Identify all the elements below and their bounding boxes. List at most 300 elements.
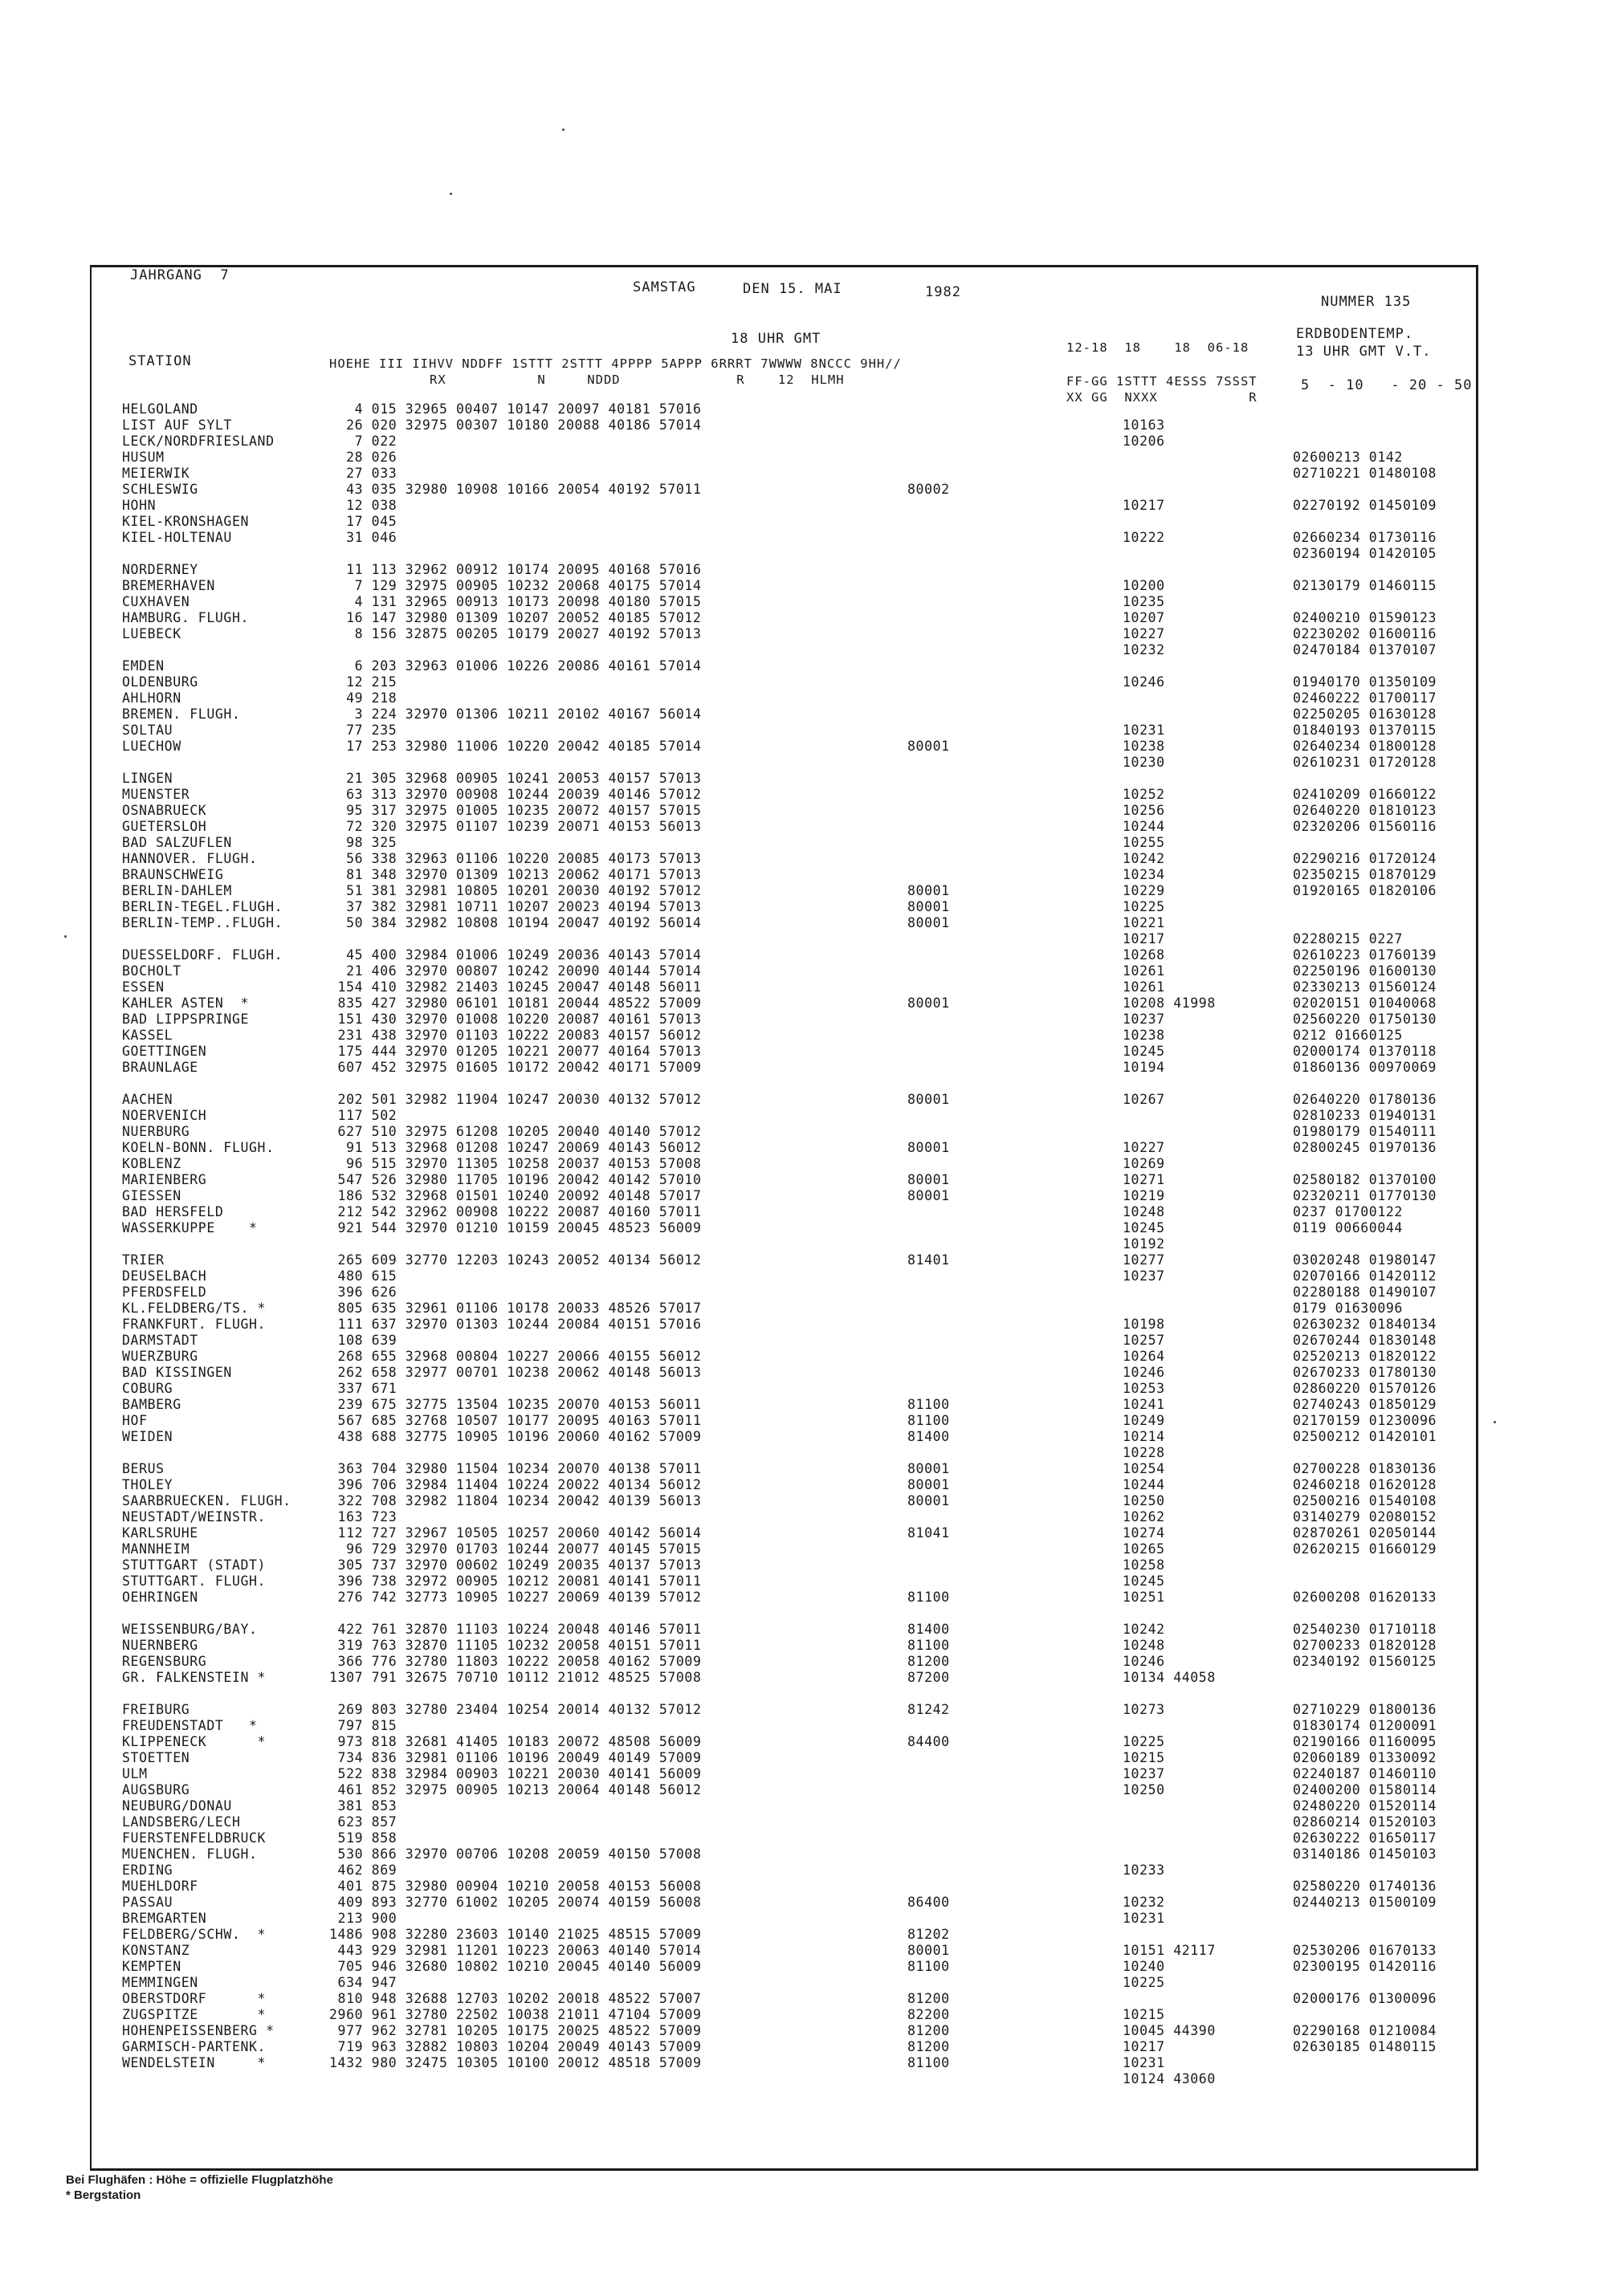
cloud-row: 81242: [907, 1702, 950, 1717]
temp-row: [1293, 562, 1486, 578]
numbers-row: 262 658 32977 00701 10238 20062 40148 56013: [329, 1365, 702, 1380]
cloud-row: 81100: [907, 2055, 950, 2070]
temp-row: 02630222 01650117: [1293, 1830, 1437, 1846]
temp-row: [1293, 1606, 1486, 1622]
cloud-row: 81200: [907, 1654, 950, 1669]
stations-row: KEMPTEN: [122, 1959, 181, 1974]
cloud-row: [907, 1879, 1004, 1895]
cloud-row: [907, 498, 1004, 514]
numbers-row: 28 026: [329, 450, 397, 465]
soil-row: [1123, 562, 1299, 578]
soil-row: 10256: [1123, 803, 1165, 818]
cloud-row: 81100: [907, 1413, 950, 1428]
soil-row: [1123, 1846, 1299, 1862]
soil-row: [1123, 1830, 1299, 1846]
stations-row: MUENSTER: [122, 787, 190, 802]
numbers-row: 805 635 32961 01106 10178 20033 48526 57017: [329, 1301, 702, 1316]
temp-row: 02250205 01630128: [1293, 706, 1437, 722]
numbers-row: 45 400 32984 01006 10249 20036 40143 57014: [329, 947, 702, 963]
numbers-row: [329, 1606, 779, 1622]
temp-row: 02280215 0227: [1293, 931, 1403, 946]
cloud-row: [907, 578, 1004, 594]
soil-row: [1123, 450, 1299, 466]
temp-row: 02060189 01330092: [1293, 1750, 1437, 1765]
soil-row: [1123, 1301, 1299, 1317]
stations-row: AUGSBURG: [122, 1782, 190, 1797]
cloud-row: [907, 1076, 1004, 1092]
soil-row: [1123, 514, 1299, 530]
temp-row: 02340192 01560125: [1293, 1654, 1437, 1669]
stations-row: KASSEL: [122, 1028, 173, 1043]
numbers-row: 973 818 32681 41405 10183 20072 48508 56009: [329, 1734, 702, 1749]
stations-row: COBURG: [122, 1381, 173, 1396]
numbers-row: 17 253 32980 11006 10220 20042 40185 57014: [329, 739, 702, 754]
numbers-row: 381 853: [329, 1798, 397, 1814]
cloud-row: [907, 1798, 1004, 1814]
cloud-row: [907, 594, 1004, 610]
stations-row: FELDBERG/SCHW. *: [122, 1927, 267, 1942]
soil-row: 10261: [1123, 963, 1165, 979]
numbers-row: 186 532 32968 01501 10240 20092 40148 57017: [329, 1188, 702, 1203]
stations-row: LINGEN: [122, 771, 173, 786]
stations-row: WEISSENBURG/BAY.: [122, 1622, 258, 1637]
numbers-row: 213 900: [329, 1911, 397, 1926]
stations-row: HUSUM: [122, 450, 165, 465]
soil-row: 10250: [1123, 1782, 1165, 1797]
numbers-row: 547 526 32980 11705 10196 20042 40142 57010: [329, 1172, 702, 1187]
temp-row: 02580182 01370100: [1293, 1172, 1437, 1187]
numbers-row: 31 046: [329, 530, 397, 545]
soil-row: 10231: [1123, 2055, 1165, 2070]
numbers-row: [329, 1445, 779, 1461]
stations-row: FREIBURG: [122, 1702, 190, 1717]
temp-row: [1293, 1670, 1486, 1686]
soil-row: 10258: [1123, 1557, 1165, 1573]
cloud-row: [907, 562, 1004, 578]
numbers-row: 623 857: [329, 1814, 397, 1830]
numbers-row: 6 203 32963 01006 10226 20086 40161 57014: [329, 658, 702, 674]
soil-row: 10244: [1123, 1477, 1165, 1492]
numbers-row: 49 218: [329, 690, 397, 706]
soil-row: 10163: [1123, 417, 1165, 433]
soil-row: 10268: [1123, 947, 1165, 963]
temp-row: [1293, 835, 1486, 851]
numbers-row: 363 704 32980 11504 10234 20070 40138 57011: [329, 1461, 702, 1476]
numbers-row: 268 655 32968 00804 10227 20066 40155 56012: [329, 1349, 702, 1364]
soil-row: 10273: [1123, 1702, 1165, 1717]
numbers-row: 231 438 32970 01103 10222 20083 40157 56012: [329, 1028, 702, 1043]
cloud-row: [907, 867, 1004, 883]
stations-row: BRAUNSCHWEIG: [122, 867, 224, 882]
cloud-row: 82200: [907, 2007, 950, 2022]
scan-speck: [450, 193, 452, 195]
cloud-row: [907, 417, 1004, 434]
cloud-row: [907, 755, 1004, 771]
soil-temperature-column: [1293, 401, 1486, 2071]
soil-row: 10206: [1123, 434, 1165, 449]
stations-row: KOELN-BONN. FLUGH.: [122, 1140, 275, 1155]
soil-row: 10215: [1123, 1750, 1165, 1765]
numbers-row: 43 035 32980 10908 10166 20054 40192 57011: [329, 482, 702, 497]
stations-row: SCHLESWIG: [122, 482, 198, 497]
numbers-row: 319 763 32870 11105 10232 20058 40151 57011: [329, 1638, 702, 1653]
stations-row: [122, 931, 363, 947]
cloud-row: 81400: [907, 1622, 950, 1637]
cloud-row: 80001: [907, 1477, 950, 1492]
temp-row: 02280188 01490107: [1293, 1284, 1437, 1300]
temp-row: 02700233 01820128: [1293, 1638, 1437, 1653]
temp-row: 01980179 01540111: [1293, 1124, 1437, 1139]
numbers-row: 337 671: [329, 1381, 397, 1396]
stations-row: DEUSELBACH: [122, 1268, 207, 1284]
soil-row: 10151 42117: [1123, 1943, 1216, 1958]
stations-row: EMDEN: [122, 658, 165, 674]
soil-row: 10252: [1123, 787, 1165, 802]
soil-row: 10271: [1123, 1172, 1165, 1187]
soil-row: 10248: [1123, 1204, 1165, 1219]
temp-row: [1293, 514, 1486, 530]
numbers-row: 480 615: [329, 1268, 397, 1284]
numbers-row: 322 708 32982 11804 10234 20042 40139 56013: [329, 1493, 702, 1508]
temp-row: 0119 00660044: [1293, 1220, 1403, 1236]
stations-row: LECK/NORDFRIESLAND: [122, 434, 275, 449]
cloud-row: 81400: [907, 1429, 950, 1444]
stations-row: FRANKFURT. FLUGH.: [122, 1317, 267, 1332]
stations-row: FREUDENSTADT *: [122, 1718, 258, 1733]
stations-row: GARMISCH-PARTENK.: [122, 2039, 267, 2054]
cloud-row: [907, 979, 1004, 995]
numbers-row: 21 406 32970 00807 10242 20090 40144 57014: [329, 963, 702, 979]
right-header-line1: 12-18 18 18 06-18: [1066, 340, 1249, 355]
stations-row: [122, 1076, 363, 1092]
numbers-row: 95 317 32975 01005 10235 20072 40157 57015: [329, 803, 702, 818]
stations-row: GIESSEN: [122, 1188, 181, 1203]
stations-row: KOBLENZ: [122, 1156, 181, 1171]
numbers-row: [329, 755, 779, 771]
cloud-row: 80001: [907, 915, 950, 930]
stations-row: BAD HERSFELD: [122, 1204, 224, 1219]
extremes-column: [1123, 401, 1299, 2087]
soil-row: 10246: [1123, 1365, 1165, 1380]
temp-row: [1293, 1076, 1486, 1092]
soil-row: 10232: [1123, 642, 1165, 657]
footnote-mountain: * Bergstation: [66, 2188, 141, 2202]
numbers-row: [329, 931, 779, 947]
temp-row: 02250196 01600130: [1293, 963, 1437, 979]
temp-row: [1293, 1573, 1486, 1590]
stations-row: STUTTGART (STADT): [122, 1557, 267, 1573]
stations-row: AHLHORN: [122, 690, 181, 706]
soil-row: [1123, 546, 1299, 562]
temp-row: [1293, 1557, 1486, 1573]
cloud-group-column: [907, 401, 1004, 2071]
numbers-row: 409 893 32770 61002 10205 20074 40159 56008: [329, 1895, 702, 1910]
temp-row: 02610231 01720128: [1293, 755, 1437, 770]
cloud-row: [907, 947, 1004, 963]
stations-row: AACHEN: [122, 1092, 173, 1107]
soil-row: 10230: [1123, 755, 1165, 770]
station-column: [122, 401, 363, 2071]
cloud-row: [907, 1349, 1004, 1365]
numbers-row: 462 869: [329, 1862, 397, 1878]
temp-row: 02860220 01570126: [1293, 1381, 1437, 1396]
numbers-row: 17 045: [329, 514, 397, 529]
cloud-row: [907, 1541, 1004, 1557]
temp-row: 01920165 01820106: [1293, 883, 1437, 898]
numbers-row: 91 513 32968 01208 10247 20069 40143 56012: [329, 1140, 702, 1155]
temp-row: [1293, 899, 1486, 915]
code-header-line2: RX N NDDD R 12 HLMH: [430, 372, 845, 387]
soil-row: [1123, 1798, 1299, 1814]
temp-row: 02600208 01620133: [1293, 1590, 1437, 1605]
numbers-row: 27 033: [329, 466, 397, 481]
soil-row: 10262: [1123, 1509, 1165, 1525]
stations-row: KL.FELDBERG/TS. *: [122, 1301, 267, 1316]
numbers-row: 7 129 32975 00905 10232 20068 40175 57014: [329, 578, 702, 593]
cloud-row: [907, 1220, 1004, 1236]
soil-row: 10237: [1123, 1766, 1165, 1781]
soil-row: 10208 41998: [1123, 995, 1216, 1011]
cloud-row: [907, 1108, 1004, 1124]
temp-row: 03020248 01980147: [1293, 1252, 1437, 1268]
temp-row: 02190166 01160095: [1293, 1734, 1437, 1749]
stations-row: LANDSBERG/LECH: [122, 1814, 241, 1830]
stations-row: LUEBECK: [122, 626, 181, 641]
stations-row: DARMSTADT: [122, 1333, 198, 1348]
cloud-row: [907, 1750, 1004, 1766]
stations-row: [122, 755, 363, 771]
temp-row: 02460218 01620128: [1293, 1477, 1437, 1492]
numbers-row: 108 639: [329, 1333, 397, 1348]
soil-row: 10248: [1123, 1638, 1165, 1653]
cloud-row: 81100: [907, 1590, 950, 1605]
cloud-row: [907, 1301, 1004, 1317]
temp-row: [1293, 482, 1486, 498]
cloud-row: 81100: [907, 1959, 950, 1974]
cloud-row: 81200: [907, 1991, 950, 2006]
scan-speck: [1494, 1421, 1496, 1423]
numbers-row: 16 147 32980 01309 10207 20052 40185 57012: [329, 610, 702, 625]
soil-row: 10217: [1123, 498, 1165, 513]
numbers-row: 719 963 32882 10803 10204 20049 40143 57009: [329, 2039, 702, 2054]
soil-row: 10225: [1123, 899, 1165, 914]
temp-row: 02020151 01040068: [1293, 995, 1437, 1011]
cloud-row: 84400: [907, 1734, 950, 1749]
soil-row: [1123, 658, 1299, 674]
stations-row: LIST AUF SYLT: [122, 417, 232, 433]
cloud-row: [907, 1975, 1004, 1991]
numbers-row: 519 858: [329, 1830, 397, 1846]
temp-row: 01830174 01200091: [1293, 1718, 1437, 1733]
soil-row: 10227: [1123, 1140, 1165, 1155]
stations-row: BAD KISSINGEN: [122, 1365, 232, 1380]
stations-row: ESSEN: [122, 979, 165, 995]
soil-row: 10235: [1123, 594, 1165, 609]
stations-row: [122, 1445, 363, 1461]
soil-row: [1123, 401, 1299, 417]
temp-row: 02480220 01520114: [1293, 1798, 1437, 1814]
cloud-row: [907, 626, 1004, 642]
numbers-row: 117 502: [329, 1108, 397, 1123]
temp-row: 02500212 01420101: [1293, 1429, 1437, 1444]
numbers-row: 111 637 32970 01303 10244 20084 40151 57016: [329, 1317, 702, 1332]
cloud-row: [907, 642, 1004, 658]
cloud-row: [907, 1686, 1004, 1702]
soil-row: [1123, 1108, 1299, 1124]
numbers-row: 1486 908 32280 23603 10140 21025 48515 57009: [329, 1927, 702, 1942]
stations-row: NEUSTADT/WEINSTR.: [122, 1509, 267, 1525]
numbers-row: 422 761 32870 11103 10224 20048 40146 57011: [329, 1622, 702, 1637]
numbers-row: 151 430 32970 01008 10220 20087 40161 57013: [329, 1012, 702, 1027]
stations-row: MARIENBERG: [122, 1172, 207, 1187]
soil-row: [1123, 1284, 1299, 1301]
stations-row: KLIPPENECK *: [122, 1734, 267, 1749]
stations-row: BERUS: [122, 1461, 165, 1476]
numbers-row: 396 626: [329, 1284, 397, 1300]
stations-row: OEHRINGEN: [122, 1590, 198, 1605]
cloud-row: [907, 434, 1004, 450]
numbers-row: 98 325: [329, 835, 397, 850]
numbers-row: 522 838 32984 00903 10221 20030 40141 56009: [329, 1766, 702, 1781]
temp-row: [1293, 417, 1486, 434]
stations-row: DUESSELDORF. FLUGH.: [122, 947, 283, 963]
numbers-row: 438 688 32775 10905 10196 20060 40162 57009: [329, 1429, 702, 1444]
stations-row: NUERNBERG: [122, 1638, 198, 1653]
soil-row: 10255: [1123, 835, 1165, 850]
soil-row: 10254: [1123, 1461, 1165, 1476]
numbers-row: 276 742 32773 10905 10227 20069 40139 57012: [329, 1590, 702, 1605]
temp-row: [1293, 1445, 1486, 1461]
soil-row: [1123, 1991, 1299, 2007]
date-label: DEN 15. MAI: [743, 281, 842, 297]
stations-row: GUETERSLOH: [122, 819, 207, 834]
numbers-row: 37 382 32981 10711 10207 20023 40194 57013: [329, 899, 702, 914]
stations-row: GR. FALKENSTEIN *: [122, 1670, 267, 1685]
temp-row: 02640234 01800128: [1293, 739, 1437, 754]
numbers-row: 567 685 32768 10507 10177 20095 40163 57011: [329, 1413, 702, 1428]
numbers-row: 627 510 32975 61208 10205 20040 40140 57012: [329, 1124, 702, 1139]
stations-row: WUERZBURG: [122, 1349, 198, 1364]
cloud-row: 80001: [907, 1140, 950, 1155]
cloud-row: [907, 723, 1004, 739]
cloud-row: [907, 1766, 1004, 1782]
stations-row: [122, 642, 363, 658]
stations-row: SAARBRUECKEN. FLUGH.: [122, 1493, 291, 1508]
temp-row: 02640220 01810123: [1293, 803, 1437, 818]
scan-speck: [64, 935, 67, 938]
cloud-row: [907, 819, 1004, 835]
cloud-row: [907, 803, 1004, 819]
soil-row: [1123, 1879, 1299, 1895]
numbers-row: 72 320 32975 01107 10239 20071 40153 56013: [329, 819, 702, 834]
stations-row: OBERSTDORF *: [122, 1991, 267, 2006]
soil-row: 10124 43060: [1123, 2071, 1216, 2086]
soil-title: ERDBODENTEMP.: [1296, 326, 1414, 342]
stations-row: BREMGARTEN: [122, 1911, 207, 1926]
numbers-row: 797 815: [329, 1718, 397, 1733]
numbers-row: 56 338 32963 01106 10220 20085 40173 57013: [329, 851, 702, 866]
stations-row: OLDENBURG: [122, 674, 198, 690]
temp-row: 02800245 01970136: [1293, 1140, 1437, 1155]
stations-row: HANNOVER. FLUGH.: [122, 851, 258, 866]
stations-row: BAD LIPPSPRINGE: [122, 1012, 250, 1027]
stations-row: CUXHAVEN: [122, 594, 190, 609]
temp-row: [1293, 2055, 1486, 2071]
temp-row: [1293, 594, 1486, 610]
temp-row: 02860214 01520103: [1293, 1814, 1437, 1830]
station-header: STATION: [128, 353, 192, 369]
cloud-row: [907, 1509, 1004, 1525]
soil-row: 10245: [1123, 1573, 1165, 1589]
numbers-row: [329, 1686, 779, 1702]
soil-row: 10231: [1123, 1911, 1165, 1926]
numbers-row: 21 305 32968 00905 10241 20053 40157 57013: [329, 771, 702, 786]
soil-row: 10241: [1123, 1397, 1165, 1412]
synop-code-column: [329, 401, 779, 2071]
issue-number: NUMMER 135: [1321, 294, 1412, 310]
temp-row: 02410209 01660122: [1293, 787, 1437, 802]
numbers-row: 461 852 32975 00905 10213 20064 40148 56012: [329, 1782, 702, 1797]
stations-row: [122, 1236, 363, 1252]
cloud-row: [907, 1365, 1004, 1381]
numbers-row: 50 384 32982 10808 10194 20047 40192 56014: [329, 915, 702, 930]
soil-row: 10234: [1123, 867, 1165, 882]
stations-row: MUEHLDORF: [122, 1879, 198, 1894]
soil-row: 10244: [1123, 819, 1165, 834]
stations-row: REGENSBURG: [122, 1654, 207, 1669]
cloud-row: [907, 1782, 1004, 1798]
soil-row: [1123, 1686, 1299, 1702]
stations-row: KARLSRUHE: [122, 1525, 198, 1541]
temp-row: 01860136 00970069: [1293, 1060, 1437, 1075]
numbers-row: 8 156 32875 00205 10179 20027 40192 57013: [329, 626, 702, 641]
soil-row: 10222: [1123, 530, 1165, 545]
cloud-row: 80001: [907, 1172, 950, 1187]
stations-row: SOLTAU: [122, 723, 173, 738]
numbers-row: 1432 980 32475 10305 10100 20012 48518 57009: [329, 2055, 702, 2070]
cloud-row: [907, 1044, 1004, 1060]
cloud-row: [907, 1333, 1004, 1349]
stations-row: STOETTEN: [122, 1750, 190, 1765]
temp-row: 01940170 01350109: [1293, 674, 1437, 690]
numbers-row: 2960 961 32780 22502 10038 21011 47104 57009: [329, 2007, 702, 2022]
numbers-row: 154 410 32982 21403 10245 20047 40148 56011: [329, 979, 702, 995]
stations-row: [122, 1606, 363, 1622]
temp-row: 0237 01700122: [1293, 1204, 1403, 1219]
cloud-row: 81200: [907, 2023, 950, 2038]
cloud-row: [907, 530, 1004, 546]
temp-row: 02610223 01760139: [1293, 947, 1437, 963]
temp-row: [1293, 1862, 1486, 1879]
soil-row: 10194: [1123, 1060, 1165, 1075]
temp-row: 02670233 01780130: [1293, 1365, 1437, 1380]
year-label: 1982: [925, 284, 961, 300]
scan-speck: [562, 128, 565, 131]
temp-row: 02500216 01540108: [1293, 1493, 1437, 1508]
stations-row: NORDERNEY: [122, 562, 198, 577]
temp-row: 02710221 01480108: [1293, 466, 1437, 481]
jahrgang-label: JAHRGANG 7: [130, 267, 230, 283]
numbers-row: 1307 791 32675 70710 10112 21012 48525 57008: [329, 1670, 702, 1685]
soil-row: 10246: [1123, 674, 1165, 690]
temp-row: 02460222 01700117: [1293, 690, 1437, 706]
soil-row: 10192: [1123, 1236, 1165, 1252]
stations-row: KIEL-KRONSHAGEN: [122, 514, 250, 529]
numbers-row: 63 313 32970 00908 10244 20039 40146 57012: [329, 787, 702, 802]
cloud-row: [907, 1381, 1004, 1397]
cloud-row: [907, 1284, 1004, 1301]
temp-row: 02230202 01600116: [1293, 626, 1437, 641]
